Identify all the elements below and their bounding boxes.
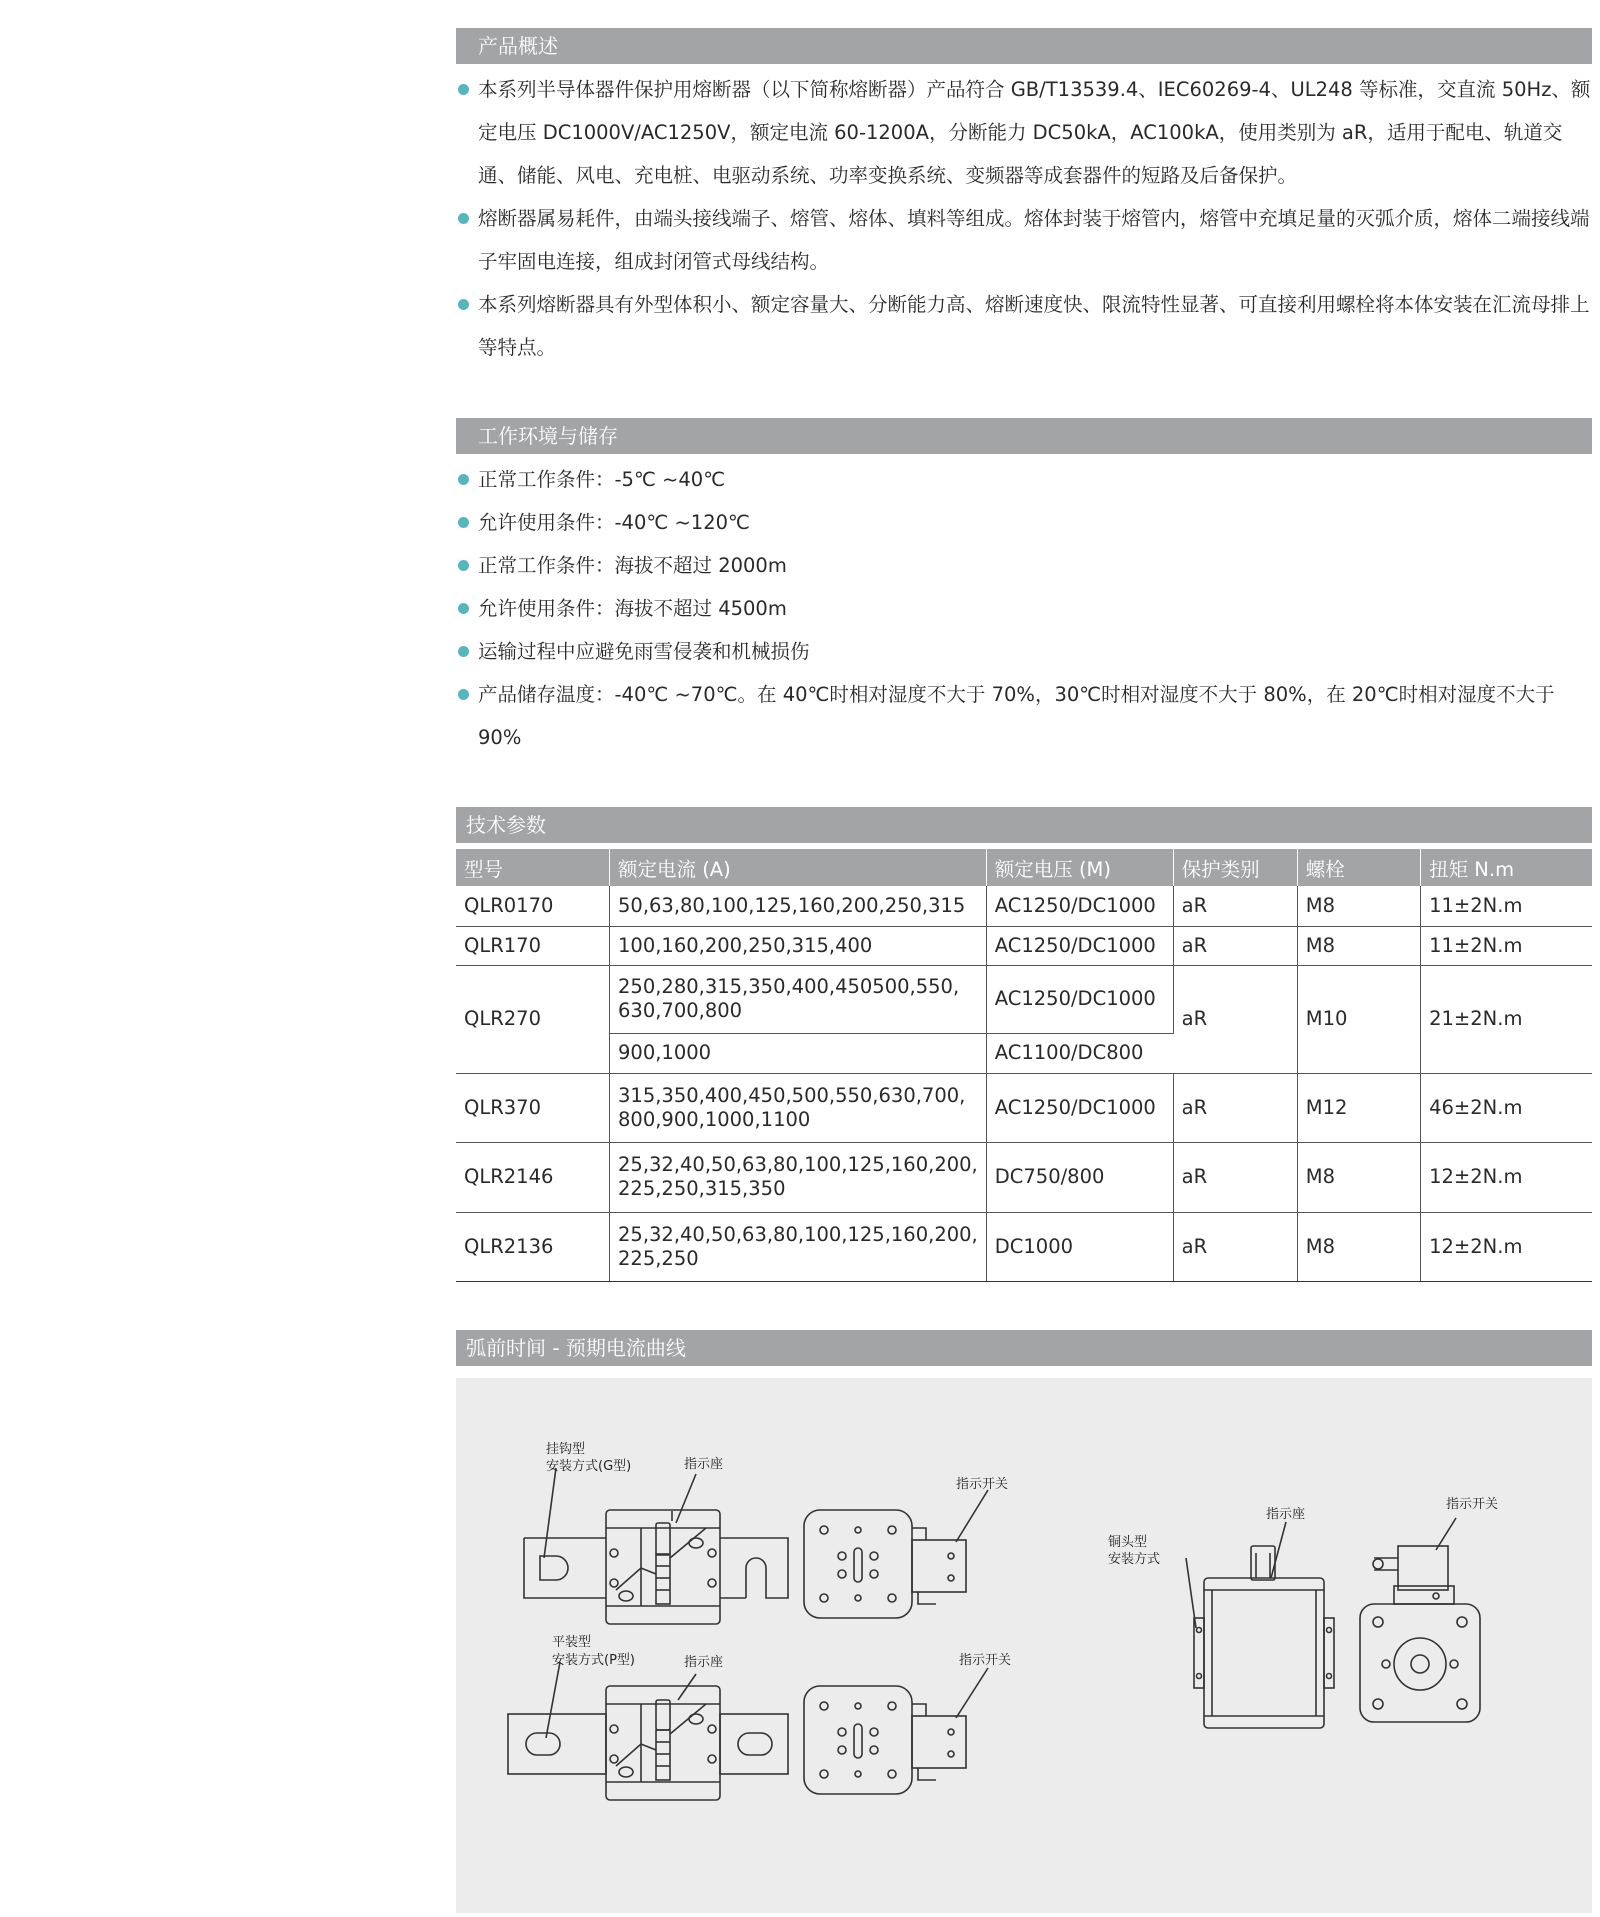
cell-torque: 46±2N.m bbox=[1421, 1073, 1592, 1142]
table-row bbox=[456, 1212, 1592, 1281]
label-copper-mount: 安装方式 bbox=[1108, 1552, 1161, 1567]
cell-current: 315,350,400,450,500,550,630,700, 800,900,1000,1100 bbox=[610, 1073, 987, 1142]
cell-current: 25,32,40,50,63,80,100,125,160,200, 225,250 bbox=[610, 1212, 987, 1281]
cell-voltage: AC1250/DC1000 bbox=[986, 926, 1173, 965]
specs-table bbox=[456, 849, 1592, 1282]
cell-bolt: M8 bbox=[1297, 886, 1420, 926]
fuse-copper-type-drawing bbox=[1186, 1522, 1334, 1728]
table-row bbox=[456, 1073, 1592, 1142]
cell-torque: 12±2N.m bbox=[1421, 1142, 1592, 1212]
cell-category: aR bbox=[1173, 965, 1297, 1073]
cell-voltage: AC1250/DC1000 bbox=[986, 1073, 1173, 1142]
cell-model: QLR2146 bbox=[456, 1142, 610, 1212]
curve-title: 弧前时间 - 预期电流曲线 bbox=[456, 1330, 1592, 1366]
cell-torque: 11±2N.m bbox=[1421, 886, 1592, 926]
label-indicator-switch: 指示开关 bbox=[959, 1653, 1012, 1668]
specs-title: 技术参数 bbox=[456, 807, 1592, 843]
cell-model: QLR370 bbox=[456, 1073, 610, 1142]
fuse-hook-end-view bbox=[804, 1490, 988, 1618]
cell-bolt: M8 bbox=[1297, 926, 1420, 965]
cell-voltage: DC1000 bbox=[986, 1212, 1173, 1281]
col-header-model: 型号 bbox=[456, 849, 610, 886]
label-copper-type: 铜头型 bbox=[1108, 1535, 1148, 1550]
label-indicator-seat: 指示座 bbox=[684, 1655, 724, 1670]
cell-bolt: M10 bbox=[1297, 965, 1420, 1073]
cell-voltage: AC1250/DC1000 bbox=[986, 965, 1173, 1033]
cell-torque: 12±2N.m bbox=[1421, 1212, 1592, 1281]
cell-category: aR bbox=[1173, 1212, 1297, 1281]
col-header-bolt: 螺栓 bbox=[1297, 849, 1420, 886]
list-item: 运输过程中应避免雨雪侵袭和机械损伤 bbox=[456, 630, 1592, 673]
cell-bolt: M8 bbox=[1297, 1142, 1420, 1212]
fuse-flat-end-view bbox=[804, 1668, 988, 1794]
list-item: 本系列熔断器具有外型体积小、额定容量大、分断能力高、熔断速度快、限流特性显著、可直接利用螺栓将本体安装在汇流母排上等特点。 bbox=[456, 283, 1592, 369]
list-item: 本系列半导体器件保护用熔断器（以下简称熔断器）产品符合 GB/T13539.4、IEC60269-4、UL248 等标准，交直流 50Hz、额定电压 DC1000V/AC1250V，额定电流 60-1200A，分断能力 DC50kA，AC100kA，使用类别为 aR，适用于配电、轨道交通、储能、风电、充电桩、电驱动系统、功率变换系统、变频器等成套器件的短路及后备保护。 bbox=[456, 68, 1592, 197]
cell-category: aR bbox=[1173, 886, 1297, 926]
cell-model: QLR170 bbox=[456, 926, 610, 965]
mounting-drawings bbox=[456, 1378, 1592, 1913]
table-header-row bbox=[456, 849, 1592, 886]
table-row bbox=[456, 965, 1592, 1033]
cell-bolt: M8 bbox=[1297, 1212, 1420, 1281]
list-item: 产品储存温度：-40℃ ~70℃。在 40℃时相对湿度不大于 70%，30℃时相对湿度不大于 80%，在 20℃时相对湿度不大于 90% bbox=[456, 673, 1592, 759]
fuse-hook-type-drawing bbox=[524, 1468, 788, 1624]
label-indicator-switch: 指示开关 bbox=[956, 1477, 1009, 1492]
overview-list bbox=[456, 68, 1592, 369]
environment-title: 工作环境与储存 bbox=[456, 418, 1592, 454]
cell-current: 900,1000 bbox=[610, 1033, 987, 1073]
cell-model: QLR2136 bbox=[456, 1212, 610, 1281]
table-row bbox=[456, 886, 1592, 926]
label-flat-mount: 安装方式(P型) bbox=[552, 1653, 635, 1668]
col-header-category: 保护类别 bbox=[1173, 849, 1297, 886]
label-indicator-seat: 指示座 bbox=[1266, 1507, 1306, 1522]
cell-torque: 21±2N.m bbox=[1421, 965, 1592, 1073]
table-row bbox=[456, 1142, 1592, 1212]
label-indicator-switch: 指示开关 bbox=[1446, 1497, 1499, 1512]
cell-current: 25,32,40,50,63,80,100,125,160,200, 225,250,315,350 bbox=[610, 1142, 987, 1212]
environment-list bbox=[456, 458, 1592, 759]
cell-category: aR bbox=[1173, 1142, 1297, 1212]
curve-section bbox=[456, 1330, 1592, 1366]
cell-voltage: AC1250/DC1000 bbox=[986, 886, 1173, 926]
label-indicator-seat: 指示座 bbox=[684, 1457, 724, 1472]
list-item: 允许使用条件：海拔不超过 4500m bbox=[456, 587, 1592, 630]
col-header-torque: 扭矩 N.m bbox=[1421, 849, 1592, 886]
fuse-flat-type-drawing bbox=[508, 1662, 788, 1800]
cell-torque: 11±2N.m bbox=[1421, 926, 1592, 965]
cell-category: aR bbox=[1173, 1073, 1297, 1142]
overview-title: 产品概述 bbox=[456, 28, 1592, 64]
cell-current: 50,63,80,100,125,160,200,250,315 bbox=[610, 886, 987, 926]
col-header-voltage: 额定电压 (M) bbox=[986, 849, 1173, 886]
mounting-diagram bbox=[456, 1378, 1592, 1913]
col-header-current: 额定电流 (A) bbox=[610, 849, 987, 886]
cell-voltage: DC750/800 bbox=[986, 1142, 1173, 1212]
label-hook-type: 挂钩型 bbox=[546, 1442, 586, 1457]
table-row bbox=[456, 926, 1592, 965]
cell-model: QLR270 bbox=[456, 965, 610, 1073]
cell-current: 250,280,315,350,400,450500,550, 630,700,800 bbox=[610, 965, 987, 1033]
list-item: 熔断器属易耗件，由端头接线端子、熔管、熔体、填料等组成。熔体封装于熔管内，熔管中充填足量的灭弧介质，熔体二端接线端子牢固电连接，组成封闭管式母线结构。 bbox=[456, 197, 1592, 283]
label-flat-type: 平装型 bbox=[552, 1635, 592, 1650]
list-item: 正常工作条件：海拔不超过 2000m bbox=[456, 544, 1592, 587]
environment-section bbox=[456, 418, 1592, 759]
label-hook-mount: 安装方式(G型) bbox=[546, 1459, 632, 1474]
cell-bolt: M12 bbox=[1297, 1073, 1420, 1142]
cell-voltage: AC1100/DC800 bbox=[986, 1033, 1173, 1073]
fuse-copper-end-view bbox=[1360, 1518, 1480, 1722]
cell-model: QLR0170 bbox=[456, 886, 610, 926]
cell-current: 100,160,200,250,315,400 bbox=[610, 926, 987, 965]
specs-section bbox=[456, 807, 1592, 1282]
cell-category: aR bbox=[1173, 926, 1297, 965]
list-item: 允许使用条件：-40℃ ~120℃ bbox=[456, 501, 1592, 544]
list-item: 正常工作条件：-5℃ ~40℃ bbox=[456, 458, 1592, 501]
overview-section bbox=[456, 28, 1592, 369]
